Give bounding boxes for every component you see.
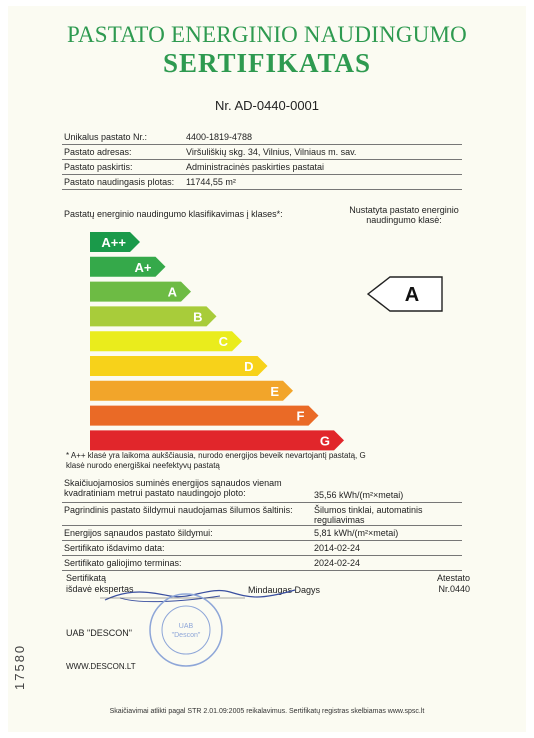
energy-row — [62, 541, 462, 556]
company-stamp — [146, 590, 226, 670]
side-number: 17580 — [12, 643, 27, 690]
energy-row — [62, 476, 462, 503]
certificate-number: Nr. AD-0440-0001 — [214, 98, 320, 113]
energy-value: 2014-02-24 — [314, 543, 361, 553]
class-arrow — [90, 356, 268, 376]
info-label: Pastato adresas: — [64, 147, 132, 157]
class-label: G — [319, 433, 330, 449]
info-value: Administracinės paskirties pastatai — [186, 162, 325, 172]
assigned-class-title: Nustatyta pastato energinio naudingumo klasė: — [349, 205, 459, 225]
energy-label: Sertifikato galiojimo terminas: — [64, 558, 182, 568]
energy-value: 5,81 kWh/(m²×metai) — [314, 528, 399, 538]
class-label: F — [296, 408, 305, 424]
bottom-note: Skaičiavimai atlikti pagal STR 2.01.09:2005 reikalavimus. Sertifikatų registras skelbiamas www.spsc.lt — [109, 708, 425, 715]
class-label: A+ — [134, 259, 152, 275]
energy-label: Pagrindinis pastato šildymui naudojamas šilumos šaltinis: — [64, 505, 293, 515]
energy-row — [62, 556, 462, 571]
attestation-label: Atestato — [436, 573, 470, 583]
energy-label: Skaičiuojamosios suminės energijos sąnaudos vienam kvadratiniam metrui pastato naudingojo ploto: — [64, 478, 282, 498]
class-arrow — [90, 430, 344, 450]
class-label: B — [193, 309, 203, 325]
signature-label-line1: Sertifikatą — [66, 573, 107, 583]
info-value: Viršuliškių skg. 34, Vilnius, Vilniaus m. sav. — [186, 147, 357, 157]
class-label: A++ — [101, 235, 126, 250]
energy-value: 2024-02-24 — [314, 558, 361, 568]
expert-name: Mindaugas Dagys — [248, 585, 321, 595]
company-name: UAB "DESCON" — [66, 628, 132, 638]
title-line-2: SERTIFIKATAS — [162, 48, 372, 78]
info-value: 4400-1819-4788 — [186, 132, 253, 142]
class-arrow — [90, 406, 319, 426]
energy-value: 35,56 kWh/(m²×metai) — [314, 490, 404, 500]
signature-label-line2: išdavė ekspertas — [66, 584, 134, 594]
class-label: D — [244, 359, 254, 374]
attestation-number: Nr.0440 — [438, 584, 470, 594]
info-value: 11744,55 m² — [186, 177, 236, 187]
company-website: WWW.DESCON.LT — [66, 662, 136, 671]
info-label: Pastato naudingasis plotas: — [64, 177, 175, 187]
assigned-class-label: A — [404, 284, 420, 306]
info-label: Unikalus pastato Nr.: — [64, 132, 148, 142]
attestation — [430, 573, 470, 595]
scale-title: Pastatų energinio naudingumo klasifikavimas į klases*: — [64, 209, 283, 219]
energy-label: Sertifikato išdavimo data: — [64, 543, 165, 553]
svg-text:UAB: UAB — [178, 623, 194, 630]
energy-label: Energijos sąnaudos pastato šildymui: — [64, 528, 213, 538]
class-label: E — [270, 383, 279, 399]
class-label: C — [218, 334, 228, 350]
title-line-1: PASTATO ENERGINIO NAUDINGUMO — [67, 22, 467, 47]
class-arrow — [90, 381, 293, 401]
class-arrow — [90, 257, 166, 277]
energy-row — [62, 503, 462, 526]
energy-table — [62, 476, 462, 571]
svg-text:"Descon": "Descon" — [171, 632, 201, 639]
info-label: Pastato paskirtis: — [64, 162, 133, 172]
class-label: A — [167, 284, 177, 300]
energy-value: Šilumos tinklai, automatinis reguliavimas — [314, 505, 423, 525]
energy-row — [62, 526, 462, 541]
footnote: * A++ klasė yra laikoma aukščiausia, nurodo energijos beveik nevartojantį pastatą, G klasė nurodo energiškai neefektyvų pastatą — [66, 451, 366, 470]
